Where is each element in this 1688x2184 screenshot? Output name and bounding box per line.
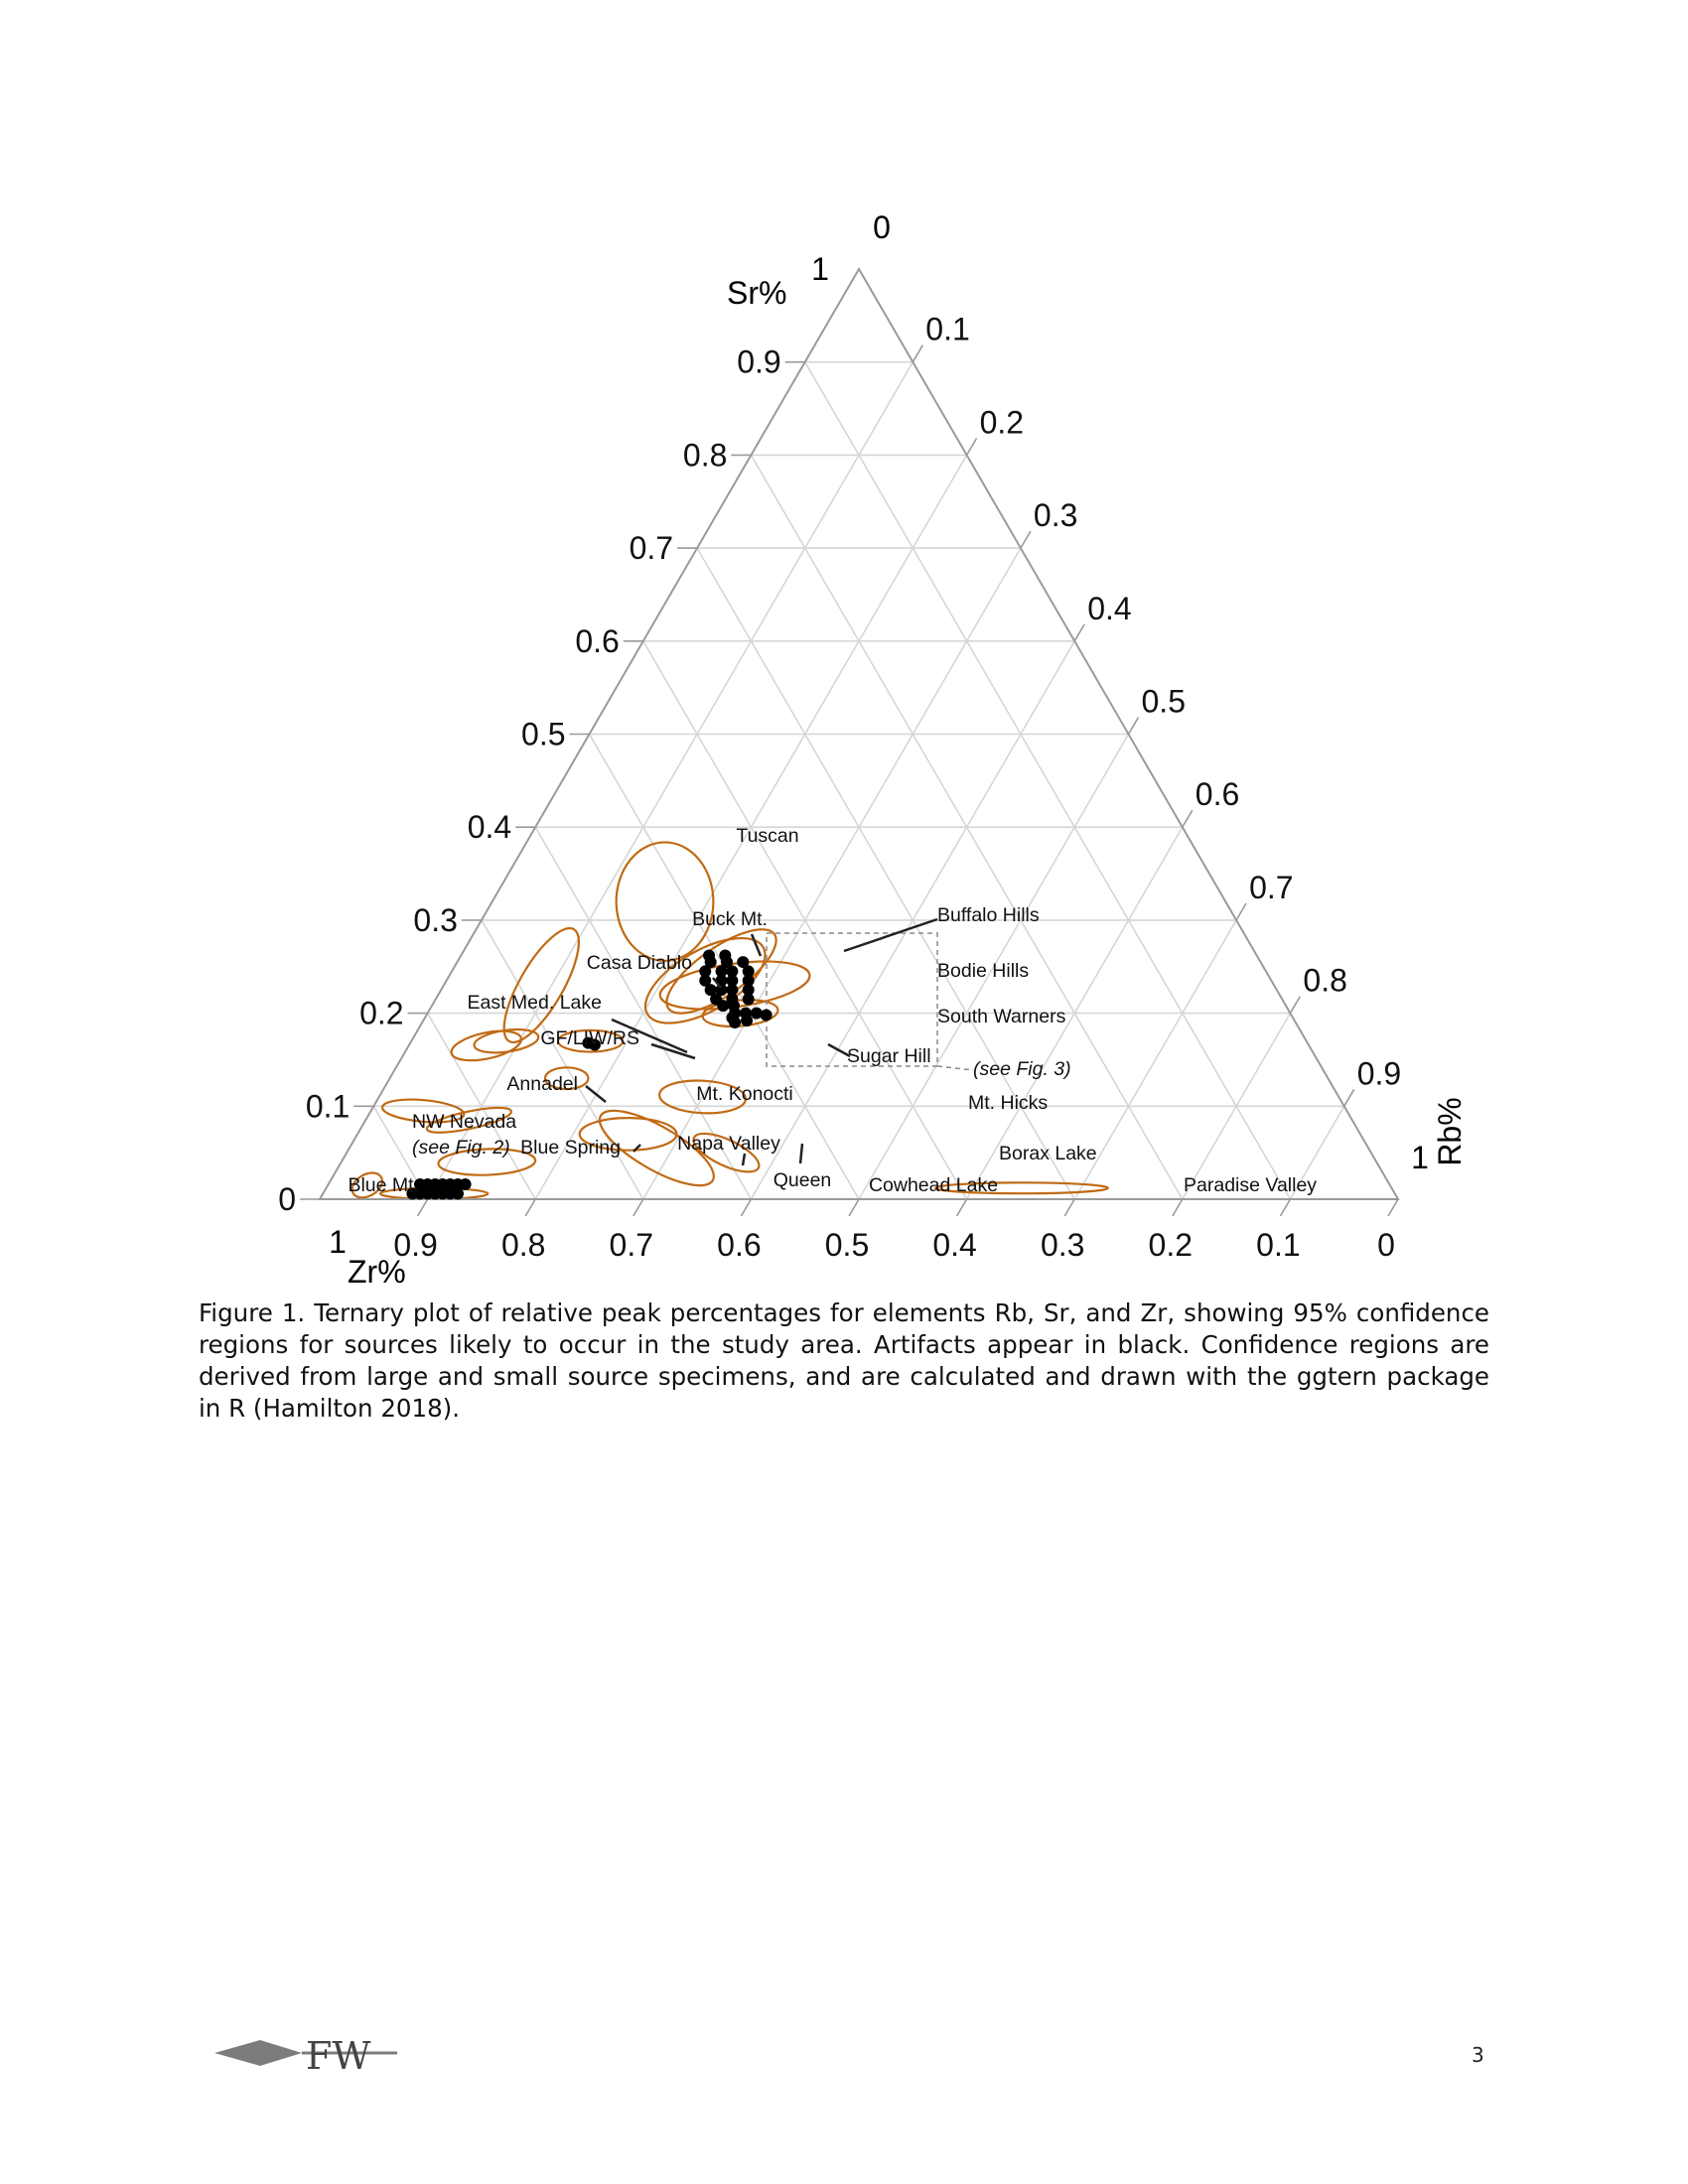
sr-axis-label: Sr% xyxy=(727,275,787,311)
zr-tick-mark xyxy=(849,1199,859,1216)
label-tuscan: Tuscan xyxy=(736,825,799,847)
zr-tick-label: 0.9 xyxy=(393,1227,438,1263)
zr-tick-mark xyxy=(418,1199,428,1216)
zr-tick-label: 0.8 xyxy=(500,1227,546,1263)
zr-tick-mark xyxy=(525,1199,535,1216)
rb-tick-label: 0.3 xyxy=(1033,497,1078,534)
label-eastmed: East Med. Lake xyxy=(467,992,602,1014)
source-labels xyxy=(348,825,1317,1196)
artifact-point xyxy=(717,1000,729,1012)
label-buck: Buck Mt. xyxy=(692,908,768,930)
rb-tick-label: 0.9 xyxy=(1356,1055,1402,1092)
label-cowhead: Cowhead Lake xyxy=(868,1174,999,1196)
label-seefig3: (see Fig. 3) xyxy=(973,1058,1071,1080)
label-seefig2: (see Fig. 2) xyxy=(412,1137,510,1159)
zr-tick-label: 0.4 xyxy=(932,1227,977,1263)
zr-tick-label: 0.3 xyxy=(1040,1227,1085,1263)
rb-tick-mark xyxy=(1344,1089,1354,1106)
zr-tick-mark xyxy=(1388,1199,1398,1216)
label-bodie: Bodie Hills xyxy=(937,960,1030,982)
rb-tick-label: 0.7 xyxy=(1249,869,1294,905)
zr-tick-label: 0.1 xyxy=(1256,1227,1301,1263)
grid-line-rb xyxy=(1074,920,1236,1199)
label-bluemt: Blue Mt. xyxy=(348,1174,419,1196)
rb-tick-mark xyxy=(1021,531,1031,548)
fig3-inset-leader xyxy=(937,1066,973,1070)
fw-logo xyxy=(211,2031,399,2075)
zr-tick-mark xyxy=(741,1199,751,1216)
sr-tick-label: 0.6 xyxy=(575,622,620,659)
page-number: 3 xyxy=(1472,2043,1484,2067)
sr-apex-tick: 1 xyxy=(811,251,829,287)
zr-tick-label: 0.7 xyxy=(609,1227,654,1263)
sr-tick-label: 0.3 xyxy=(413,901,458,938)
artifact-point xyxy=(460,1178,472,1190)
zr-tick-mark xyxy=(1173,1199,1183,1216)
zr-tick-mark xyxy=(633,1199,643,1216)
label-hicks: Mt. Hicks xyxy=(968,1092,1049,1114)
label-nwnevada: NW Nevada xyxy=(412,1111,517,1133)
logo-text: FW xyxy=(306,2034,371,2075)
label-borax: Borax Lake xyxy=(999,1143,1097,1164)
rb-tick-mark xyxy=(913,345,922,362)
rb-tick-label: 0.6 xyxy=(1195,776,1240,813)
label-gf: GF/LIW/RS xyxy=(540,1027,639,1049)
zr-tick-label: 0.6 xyxy=(717,1227,762,1263)
zr-start-tick: 1 xyxy=(329,1224,347,1260)
zr-tick-label: 0 xyxy=(1377,1227,1395,1263)
artifact-point xyxy=(726,1012,738,1024)
sr-tick-label: 0.7 xyxy=(629,530,674,567)
zr-tick-mark xyxy=(1280,1199,1290,1216)
rb-tick-mark xyxy=(1129,718,1139,735)
rb-tick-label: 0.5 xyxy=(1141,683,1186,720)
label-buffalo: Buffalo Hills xyxy=(937,904,1040,926)
label-bluespring: Blue Spring xyxy=(520,1137,621,1159)
sr-tick-label: 0.4 xyxy=(467,809,512,846)
sr-tick-label: 0.5 xyxy=(521,716,566,752)
rb-axis-label: Rb% xyxy=(1432,1097,1468,1166)
artifact-point xyxy=(719,950,731,962)
sr-tick-label: 0.8 xyxy=(682,437,728,474)
zr-tick-mark xyxy=(1064,1199,1074,1216)
rb-tick-label: 0.8 xyxy=(1303,962,1347,999)
sr-tick-label: 0.2 xyxy=(359,995,404,1031)
zr-axis-label: Zr% xyxy=(348,1254,406,1290)
label-annadel: Annadel xyxy=(506,1073,578,1095)
ellipse-tuscan xyxy=(617,842,714,960)
rb-tick-mark xyxy=(1236,903,1246,920)
zr-tick-mark xyxy=(957,1199,967,1216)
label-queen: Queen xyxy=(773,1169,832,1191)
rb-tick-mark xyxy=(1183,810,1193,827)
figure-caption: Figure 1. Ternary plot of relative peak percentages for elements Rb, Sr, and Zr, showing 95% confidence regions for sources likely to occur in the study area. Artifacts appear in black. Confidence regions are derived from large and small source specimens, and are calculated and drawn with the ggtern package in R (Hamilton 2018). xyxy=(199,1298,1489,1423)
rb-tick-mark xyxy=(1074,624,1084,641)
artifact-point xyxy=(741,1015,753,1026)
label-konocti: Mt. Konocti xyxy=(696,1083,793,1105)
zr-tick-label: 0.2 xyxy=(1148,1227,1194,1263)
rb-tick-mark xyxy=(1290,997,1300,1014)
rb-tick-label: 0.2 xyxy=(979,404,1025,441)
rb-tick-mark xyxy=(967,438,977,455)
rb-top-tick: 0 xyxy=(873,209,891,245)
label-sugar: Sugar Hill xyxy=(847,1045,931,1067)
label-casa: Casa Diablo xyxy=(586,952,692,974)
label-southwarners: South Warners xyxy=(937,1006,1066,1027)
artifact-point xyxy=(703,950,715,962)
sr-tick-label: 0 xyxy=(278,1181,296,1217)
rb-tick-label: 0.4 xyxy=(1087,590,1132,626)
ellipse-gf-liw-rs xyxy=(449,1025,524,1065)
artifact-point xyxy=(743,994,755,1006)
grid-line-rb xyxy=(428,362,914,1199)
rb-end-tick: 1 xyxy=(1411,1140,1429,1175)
zr-tick-label: 0.5 xyxy=(824,1227,870,1263)
label-paradise: Paradise Valley xyxy=(1184,1174,1318,1196)
sr-tick-label: 0.9 xyxy=(737,343,781,380)
artifact-point xyxy=(761,1009,773,1021)
sr-tick-label: 0.1 xyxy=(305,1088,351,1125)
label-napa: Napa Valley xyxy=(677,1133,780,1155)
rb-tick-label: 0.1 xyxy=(925,311,970,347)
